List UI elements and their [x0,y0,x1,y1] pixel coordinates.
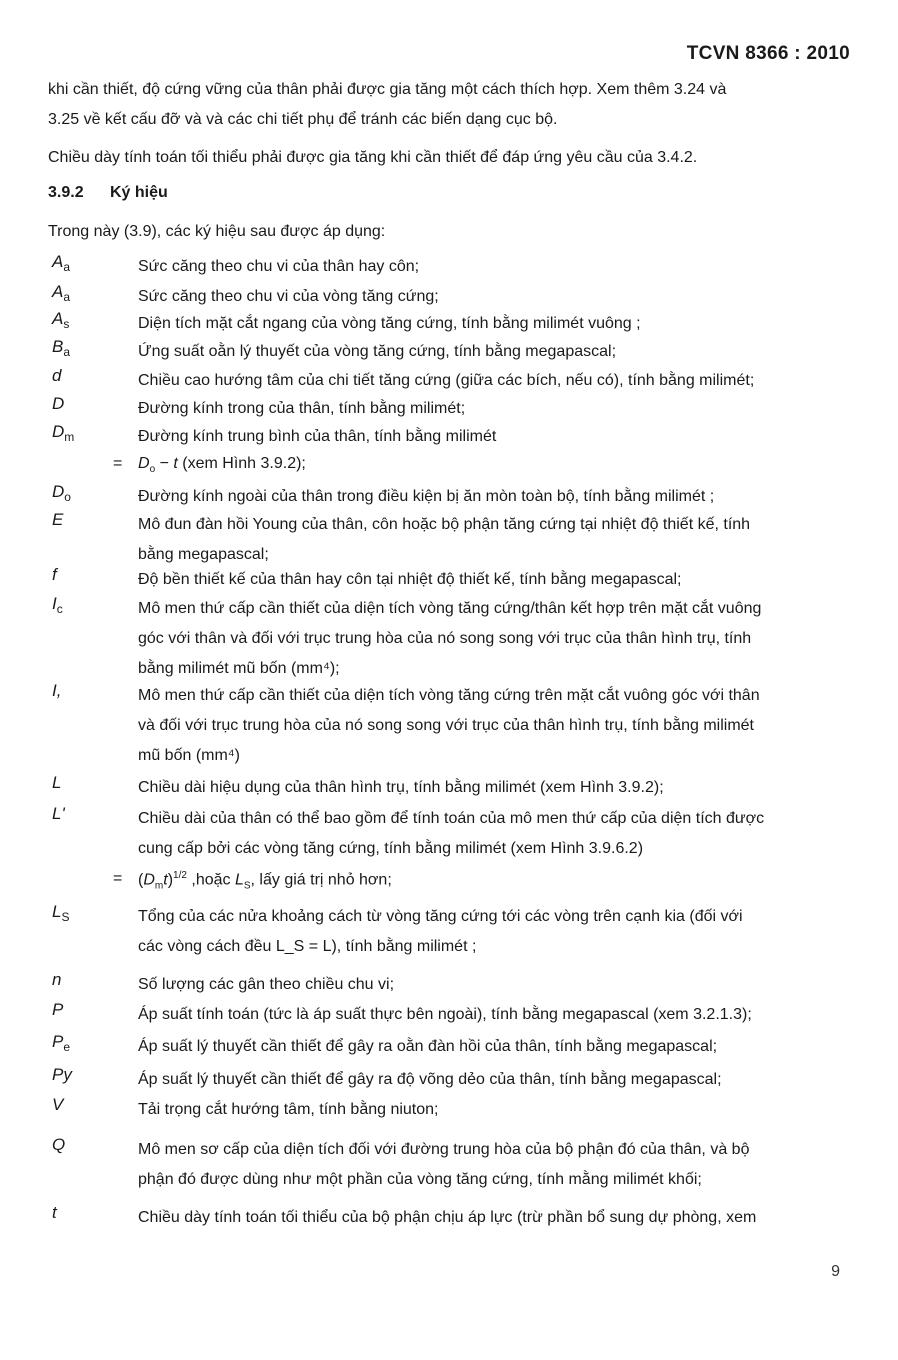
symbol-description [138,970,843,1000]
intro-text: Trong này (3.9), các ký hiệu sau được áp dụng: [48,223,386,240]
paragraph-1-line-1: khi cần thiết, độ cứng vững của thân phải được gia tăng một cách thích hợp. Xem thêm 3.24 và [48,81,727,98]
section-number: 3.9.2 [48,184,84,201]
symbol-description [138,681,843,771]
description-line: và đối với trục trung hòa của nó song song với trục của thân hình trụ, tính bằng milimét [138,717,754,734]
description-line: Mô men thứ cấp cần thiết của diện tích vòng tăng cứng trên mặt cắt vuông góc với thân [138,687,760,704]
description-line: bằng megapascal; [138,546,269,563]
symbol-description [138,1203,843,1233]
symbol-description [138,394,843,424]
paragraph-1 [48,75,848,135]
symbol: P [52,1000,64,1019]
section-heading [48,184,168,202]
symbol-description [138,1095,843,1125]
symbol: $A_a$ [52,282,71,304]
symbol-description [138,594,843,684]
symbol-description [138,565,843,595]
symbol-description [138,337,843,367]
symbol: V [52,1095,64,1114]
symbol: E [52,510,64,529]
symbol: $A_s$ [52,309,70,331]
symbol: $L_S$ [52,902,70,924]
section-title: Ký hiệu [110,184,168,201]
symbol: D [52,394,65,413]
description-line: Áp suất lý thuyết cần thiết để gây ra oằn đàn hồi của thân, tính bằng megapascal; [138,1038,718,1055]
symbol: n [52,970,62,989]
description-line: Áp suất tính toán (tức là áp suất thực bên ngoài), tính bằng megapascal (xem 3.2.1.3); [138,1006,752,1023]
symbol-description [138,1065,843,1095]
symbol-description [138,1135,843,1195]
description-line: cung cấp bởi các vòng tăng cứng, tính bằng milimét (xem Hình 3.9.6.2) [138,840,644,857]
symbol: t [52,1203,57,1222]
standard-code-header: TCVN 8366 : 2010 [686,43,850,64]
description-line: Diện tích mặt cắt ngang của vòng tăng cứng, tính bằng milimét vuông ; [138,315,641,332]
symbol-description [138,510,843,570]
description-line: Chiều cao hướng tâm của chi tiết tăng cứng (giữa các bích, nếu có), tính bằng milimét; [138,372,755,389]
symbol: $D_o$ [52,482,71,504]
symbol: $A_a$ [52,252,71,274]
description-line: các vòng cách đều L_S = L), tính bằng milimét ; [138,938,477,955]
symbol-description [138,309,843,339]
description-line: Mô đun đàn hồi Young của thân, côn hoặc bộ phận tăng cứng tại nhiệt độ thiết kế, tính [138,516,751,533]
paragraph-2: Chiều dày tính toán tối thiểu phải được gia tăng khi cần thiết để đáp ứng yêu cầu của 3.4.2. [48,149,698,166]
description-line: Sức căng theo chu vi của thân hay côn; [138,258,420,275]
symbol: $D_m$ [52,422,75,444]
symbol: I, [52,681,62,700]
description-line: Chiều dài của thân có thể bao gồm để tính toán của mô men thứ cấp của diện tích được [138,810,765,827]
symbol-description [138,902,843,962]
symbol: d [52,366,62,385]
symbol-description [138,804,843,864]
description-line: Áp suất lý thuyết cần thiết để gây ra độ võng dẻo của thân, tính bằng megapascal; [138,1071,722,1088]
symbol-description [138,1000,843,1030]
description-line: Ứng suất oằn lý thuyết của vòng tăng cứng, tính bằng megapascal; [138,343,617,360]
description-line: Chiều dài hiệu dụng của thân hình trụ, tính bằng milimét (xem Hình 3.9.2); [138,779,664,796]
symbol-description [138,773,843,803]
symbol: Py [52,1065,72,1084]
description-line: Sức căng theo chu vi của vòng tăng cứng; [138,288,439,305]
symbol: $I_c$ [52,594,63,616]
symbol: L' [52,804,65,823]
description-line: Mô men thứ cấp cần thiết của diện tích vòng tăng cứng/thân kết hợp trên mặt cắt vuông [138,600,762,617]
description-line: Tổng của các nửa khoảng cách từ vòng tăng cứng tới các vòng trên cạnh kia (đối với [138,908,743,925]
description-line: mũ bốn (mm⁴) [138,747,240,764]
document-page: TCVN 8366 : 2010 khi cần thiết, độ cứng vững của thân phải được gia tăng một cách thích hợp. Xem thêm 3.24 và 3.25 về kết cấu đỡ và và các chi tiết phụ để tránh các biến dạng cục bộ. Chiều dày tính toán tối thiểu phải được gia tăng khi cần thiết để đáp ứng yêu cầu của 3.4.2. 3.9.2 Ký hiệu Trong này (3.9), các ký hiệu sau được áp dụng: $A_a$ Sức căng theo chu vi của thân hay côn; $A_a$ Sức căng theo chu vi của vòng tăng cứng; $A_s$ Diện tích mặt cắt ngang của vòng tăng cứng, tính bằng milimét vuông ; $B_a$ Ứng suất oằn lý thuyết của vòng tăng cứng, tính bằng megapascal; d Chiều cao hướng tâm của chi tiết tăng cứng (giữa các bích, nếu có), tính bằng milimét; D Đường kính trong của thân, tính bằng milimét; $D_m$ Đường kính trung bình của thân, tính bằng milimét $D_o$ Đường kính ngoài của thân trong điều kiện bị ăn mòn toàn bộ, tính bằng milimét ; E Mô đun đàn hồi Young của thân, côn hoặc bộ phận tăng cứng tại nhiệt độ thiết kế, tính bằng megapascal; f Độ bền thiết kế của thân hay côn tại nhiệt độ thiết kế, tính bằng megapascal; $I_c$ Mô men thứ cấp cần thiết của diện tích vòng tăng cứng/thân kết hợp trên mặt cắt vuông góc với thân và đối với trục trung hòa của nó song song với trục của thân hình trụ, tính bằng milimét mũ bốn (mm⁴); I, Mô men thứ cấp cần thiết của diện tích vòng tăng cứng trên mặt cắt vuông góc với thân và đối với trục trung hòa của nó song song với trục của thân hình trụ, tính bằng milimét mũ bốn (mm⁴) L Chiều dài hiệu dụng của thân hình trụ, tính bằng milimét (xem Hình 3.9.2); L' Chiều dài của thân có thể bao gồm để tính toán của mô men thứ cấp của diện tích được cung cấp bởi các vòng tăng cứng, tính bằng milimét (xem Hình 3.9.6.2) $L_S$ Tổng của các nửa khoảng cách từ vòng tăng cứng tới các vòng trên cạnh kia (đối với các vòng cách đều L_S = L), tính bằng milimét ; n Số lượng các gân theo chiều chu vi; P Áp suất tính toán (tức là áp suất thực bên ngoài), tính bằng megapascal (xem 3.2.1.3); $P_e$ Áp suất lý thuyết cần thiết để gây ra oằn đàn hồi của thân, tính bằng megapascal; Py Áp suất lý thuyết cần thiết để gây ra độ võng dẻo của thân, tính bằng megapascal; V Tải trọng cắt hướng tâm, tính bằng niuton; Q Mô men sơ cấp của diện tích đối với đường trung hòa của bộ phận đó của thân, và bộ phận đó được dùng như một phần của vòng tăng cứng, tính mằng milimét khối; t Chiều dày tính toán tối thiểu của bộ phận chịu áp lực (trừ phần bổ sung dự phòng, xem = $D_o - t$ (xem Hình 3.9.2); = $(D_mt)^{1/2}$ ,hoặc $L_S$, lấy giá trị nhỏ hơn; 9 [48,43,850,1280]
symbol-description [138,1032,843,1062]
symbol: Q [52,1135,66,1154]
paragraph-1-line-2: 3.25 về kết cấu đỡ và và các chi tiết phụ để tránh các biến dạng cục bộ. [48,111,558,128]
symbol-description [138,366,843,396]
symbol: L [52,773,62,792]
description-line: góc với thân và đối với trục trung hòa của nó song song với trục của thân hình trụ, tính [138,630,752,647]
symbol-description [138,252,843,282]
description-line: Đường kính ngoài của thân trong điều kiện bị ăn mòn toàn bộ, tính bằng milimét ; [138,488,715,505]
description-line: Mô men sơ cấp của diện tích đối với đường trung hòa của bộ phận đó của thân, và bộ [138,1141,750,1158]
symbol-description [138,282,843,312]
description-line: bằng milimét mũ bốn (mm⁴); [138,660,340,677]
description-line: Độ bền thiết kế của thân hay côn tại nhiệt độ thiết kế, tính bằng megapascal; [138,571,682,588]
description-line: Chiều dày tính toán tối thiểu của bộ phận chịu áp lực (trừ phần bổ sung dự phòng, xem [138,1209,757,1226]
description-line: Đường kính trong của thân, tính bằng milimét; [138,400,466,417]
symbol-description [138,422,843,452]
description-line: Đường kính trung bình của thân, tính bằng milimét [138,428,497,445]
description-line: Số lượng các gân theo chiều chu vi; [138,976,395,993]
symbol: $B_a$ [52,337,71,359]
symbol-description [138,482,843,512]
description-line: Tải trọng cắt hướng tâm, tính bằng niuton; [138,1101,439,1118]
page-number: 9 [831,1263,840,1280]
symbol: $P_e$ [52,1032,71,1054]
description-line: phận đó được dùng như một phần của vòng tăng cứng, tính mằng milimét khối; [138,1171,702,1188]
symbol: f [52,565,57,584]
